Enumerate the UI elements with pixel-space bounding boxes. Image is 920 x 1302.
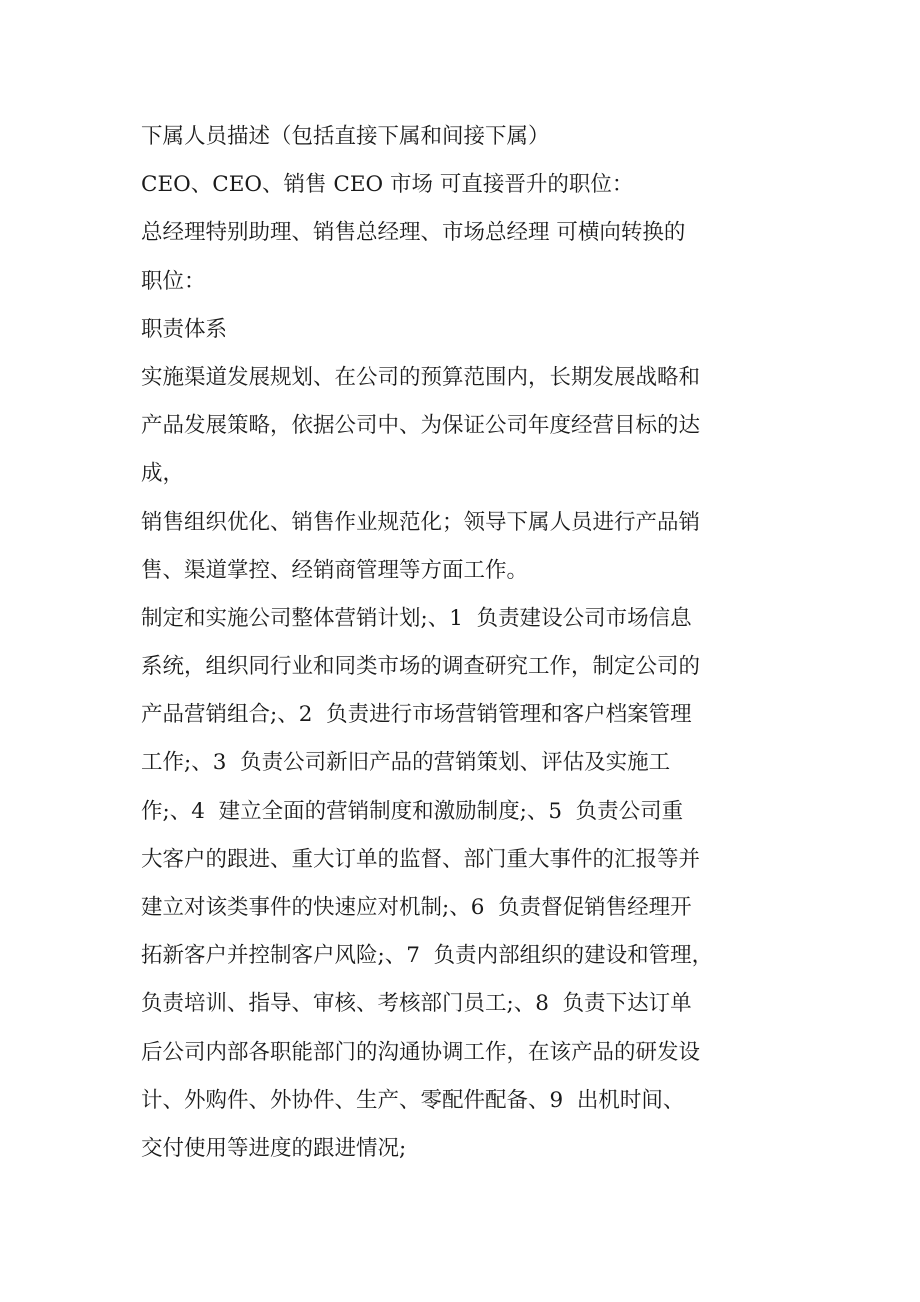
text-line: 拓新客户并控制客户风险;、7 负责内部组织的建设和管理， <box>141 943 714 969</box>
text-line: 建立对该类事件的快速应对机制;、6 负责督促销售经理开 <box>141 895 692 920</box>
text-line: 计、外购件、外协件、生产、零配件配备、9 出机时间、 <box>141 1087 685 1113</box>
text-line: 后公司内部各职能部门的沟通协调工作，在该产品的研发设 <box>141 1039 701 1065</box>
text-line: 成， <box>141 461 185 487</box>
text-line: CEO、CEO、销售 CEO 市场 可直接晋升的职位： <box>141 172 634 198</box>
text-line: 售、渠道掌控、经销商管理等方面工作。 <box>141 557 529 583</box>
text-line: 产品发展策略，依据公司中、为保证公司年度经营目标的达 <box>141 413 701 439</box>
text-line: 交付使用等进度的跟进情况; <box>141 1135 407 1161</box>
heading-subordinates: 下属人员描述（包括直接下属和间接下属） <box>141 124 550 149</box>
text-line: 系统，组织同行业和同类市场的调查研究工作，制定公司的 <box>141 654 701 680</box>
heading-responsibility-system: 职责体系 <box>141 316 228 342</box>
text-line: 工作;、3 负责公司新旧产品的营销策划、评估及实施工 <box>141 750 671 776</box>
text-line: 产品营销组合;、2 负责进行市场营销管理和客户档案管理 <box>141 702 692 728</box>
text-line: 作;、4 建立全面的营销制度和激励制度;、5 负责公司重 <box>141 798 684 824</box>
document-body <box>141 113 791 1173</box>
text-line: 制定和实施公司整体营销计划;、1 负责建设公司市场信息 <box>141 605 692 631</box>
text-line: 大客户的跟进、重大订单的监督、部门重大事件的汇报等并 <box>141 846 701 872</box>
text-line: 实施渠道发展规划、在公司的预算范围内，长期发展战略和 <box>141 364 701 390</box>
text-line: 总经理特别助理、销售总经理、市场总经理 可横向转换的 <box>141 220 686 246</box>
text-line: 销售组织优化、销售作业规范化；领导下属人员进行产品销 <box>141 509 701 535</box>
text-line: 职位： <box>141 268 206 294</box>
text-line: 负责培训、指导、审核、考核部门员工;、8 负责下达订单 <box>141 991 692 1017</box>
